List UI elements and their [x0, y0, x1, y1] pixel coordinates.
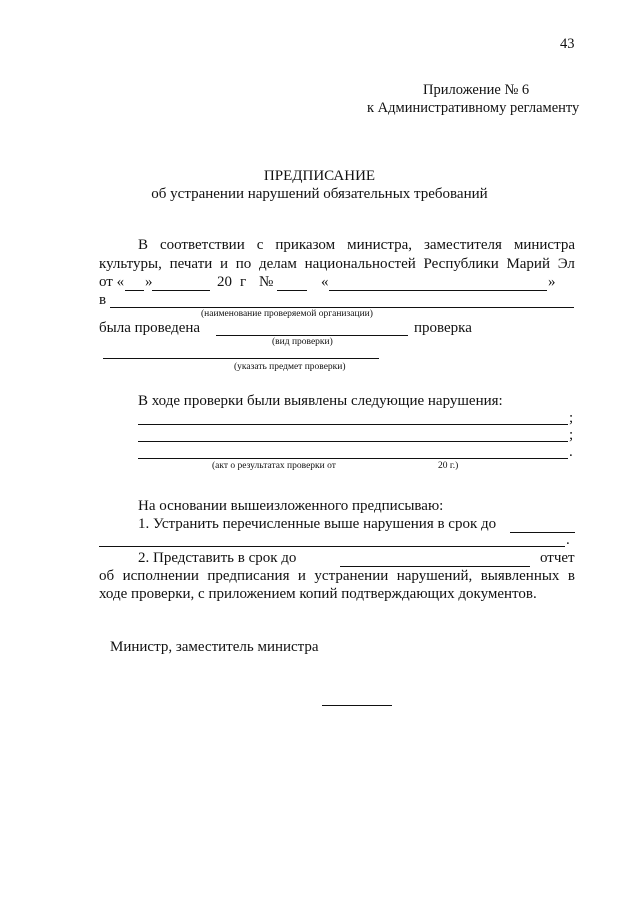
organization-blank: [110, 307, 574, 308]
day-blank: [125, 290, 144, 291]
order-name-blank: [329, 290, 547, 291]
violation-line-2: [138, 441, 568, 442]
signature-blank: [322, 705, 392, 706]
violations-heading: В ходе проверки были выявлены следующие нарушения:: [138, 393, 503, 409]
act-caption-right: 20 г.): [438, 461, 459, 471]
intro-line-1: [138, 237, 575, 254]
order-item-2-deadline-blank: [340, 566, 530, 567]
order-item-1-end: .: [566, 532, 570, 548]
number-sign: №: [259, 274, 274, 290]
document-title: ПРЕДПИСАНИЕ: [263, 168, 376, 184]
word: Республики: [423, 256, 499, 272]
word: соответствии: [159, 237, 245, 253]
violation-line-1: [138, 424, 568, 425]
check-type-caption: (вид проверки): [272, 337, 333, 347]
order-item-2-start: 2. Представить в срок до: [138, 550, 297, 566]
page-number: 43: [560, 36, 575, 52]
organization-prefix: в: [99, 292, 107, 308]
order-item-2-report: отчет: [540, 550, 575, 566]
orders-basis: На основании вышеизложенного предписываю:: [138, 498, 444, 514]
order-item-2-line-2: об исполнении предписания и устранении нарушений, выявленных в: [99, 568, 575, 584]
order-name-close-quote: »: [548, 274, 556, 290]
violation-line-3-end: .: [569, 444, 573, 460]
signature-role: Министр, заместитель министра: [110, 639, 319, 655]
word: печати: [169, 256, 213, 272]
date-prefix: от «: [99, 274, 125, 290]
word: делам: [258, 256, 297, 272]
word: Эл: [557, 256, 575, 272]
month-blank: [152, 290, 210, 291]
order-item-2-line-3: ходе проверки, с приложением копий подтверждающих документов.: [99, 586, 537, 602]
act-caption-left: (акт о результатах проверки от: [212, 461, 336, 471]
word: культуры,: [99, 256, 162, 272]
check-label: проверка: [414, 320, 472, 336]
subject-blank: [103, 358, 379, 359]
order-name-open-quote: «: [321, 274, 329, 290]
number-blank: [277, 290, 307, 291]
appendix-line-2: к Административному регламенту: [367, 100, 580, 116]
word: Марий: [506, 256, 550, 272]
word: приказом: [275, 237, 336, 253]
word: и: [219, 256, 229, 272]
date-quote-close: »: [145, 274, 153, 290]
violation-line-3: [138, 458, 568, 459]
intro-line-2: [99, 256, 575, 273]
order-item-1-continuation-blank: [99, 546, 565, 547]
word: министра,: [347, 237, 412, 253]
word: по: [235, 256, 252, 272]
was-conducted-label: была проведена: [99, 320, 201, 336]
check-type-blank: [216, 335, 408, 336]
word: В: [138, 237, 149, 253]
violation-line-1-end: ;: [569, 410, 574, 426]
word: министра: [513, 237, 575, 253]
word: заместителя: [423, 237, 502, 253]
appendix-line-1: Приложение № 6: [423, 82, 530, 98]
word: национальностей: [304, 256, 416, 272]
order-item-1: 1. Устранить перечисленные выше нарушения в срок до: [138, 516, 497, 532]
year-suffix: г: [240, 274, 247, 290]
document-subtitle: об устранении нарушений обязательных требований: [151, 186, 488, 202]
violation-line-2-end: ;: [569, 427, 574, 443]
organization-caption: (наименование проверяемой организации): [201, 309, 373, 319]
word: с: [256, 237, 264, 253]
subject-caption: (указать предмет проверки): [234, 362, 346, 372]
year-prefix: 20: [217, 274, 232, 290]
